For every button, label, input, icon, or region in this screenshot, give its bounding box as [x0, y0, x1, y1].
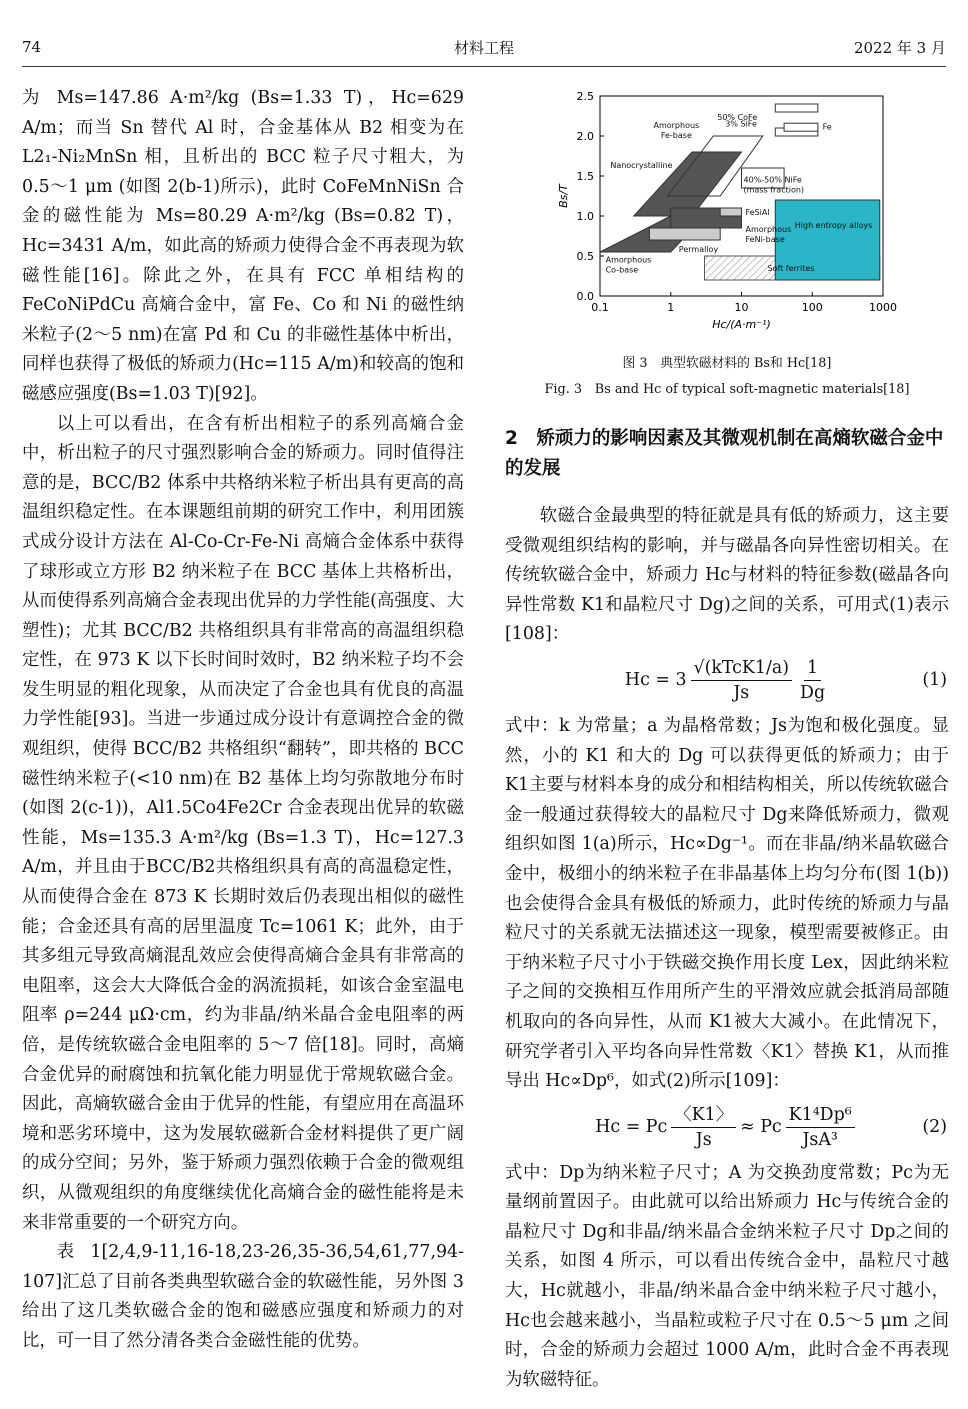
label-fesial: FeSiAl — [745, 208, 770, 217]
label-amco-2: Co-base — [605, 265, 639, 275]
label-nife-2: (mass fraction) — [743, 185, 805, 195]
y-tick-label: 2.0 — [576, 130, 594, 143]
issue-date: 2022 年 3 月 — [853, 38, 946, 57]
label-hea: High entropy alloys — [794, 221, 873, 230]
left-paragraph-3: 表 1[2,4,9-11,16-18,23-26,35-36,54,61,77,94-107]汇总了目前各类典型软磁合金的软磁性能，另外图 3 给出了这几类软磁合金的饱和磁感应强度和矫顽力的对比，可一目了然分清各类合金磁性能的优势。 — [22, 1242, 464, 1351]
region-permalloy — [649, 228, 720, 240]
eq2-den2: JsA³ — [802, 1130, 838, 1151]
x-tick-label: 1000 — [869, 301, 897, 314]
equation-1 — [505, 650, 949, 712]
page-header — [22, 36, 946, 58]
label-amfeni-2: FeNi-base — [745, 235, 785, 244]
eq1-tag: (1) — [922, 670, 947, 691]
label-ferrites: Soft ferrites — [767, 264, 815, 273]
page-number: 74 — [22, 38, 42, 56]
y-tick-label: 0.0 — [576, 290, 594, 303]
eq2-frac2 — [786, 1103, 855, 1152]
eq2-num: 〈K1〉 — [671, 1103, 736, 1128]
journal-name: 材料工程 — [453, 38, 514, 57]
right-paragraph-2: 式中：k 为常量；a 为晶格常数；Js为饱和极化强度。显然，小的 K1 和大的 Dg 可以获得更低的矫顽力；由于 K1主要与材料本身的成分和相结构相关，所以传统软磁合金一般通过获得较大的晶粒尺寸 Dg来降低矫顽力，微观组织如图 1(a)所示，Hc∝Dg⁻¹。而在非晶/纳米晶软磁合金中，极细小的纳米粒子在非晶基体上均匀分布(图 1(b))也会使得合金具有极低的矫顽力，此时传统的矫顽力与晶粒尺寸的关系就无法描述这一现象，模型需要被修正。由于纳米粒子尺寸小于铁磁交换作用长度 Lex，因此纳米粒子之间的交换相互作用所产生的平滑效应就会抵消局部随机取向的各向异性，从而 K1被大大减小。在此情况下，研究学者引入平均各向异性常数〈K1〉替换 K1，从而推导出 Hc∝Dp⁶，如式(2)所示[109]： — [505, 715, 949, 1092]
left-paragraph-1: 为 Ms=147.86 A·m²/kg (Bs=1.33 T)，Hc=629 A/m；而当 Sn 替代 Al 时，合金基体从 B2 相变为在 L2₁-Ni₂MnSn 相，且析出的 BCC 粒子尺寸粗大，为 0.5～1 μm (如图 2(b-1)所示)，此时 CoFeMnNiSn 合金的磁性能为 Ms=80.29 A·m²/kg (Bs=0.82 T)，Hc=3431 A/m，如此高的矫顽力使得合金不再表现为软磁性能[16]。除此之外，在具有 FCC 单相结构的 FeCoNiPdCu 高熵合金中，富 Fe、Co 和 Ni 的磁性纳米粒子(2～5 nm)在富 Pd 和 Cu 的非磁性基体中析出，同样也获得了极低的矫顽力(Hc=115 A/m)和较高的饱和磁感应强度(Bs=1.03 T)[92]。 — [22, 88, 464, 404]
y-axis-label: Bs/T — [557, 184, 570, 208]
region-fesial — [720, 208, 741, 216]
x-axis-label: Hc/(A·m⁻¹) — [712, 318, 771, 331]
x-tick-label: 0.1 — [591, 301, 609, 314]
eq1-frac1 — [691, 656, 792, 705]
header-rule — [22, 66, 946, 67]
right-paragraph-1: 软磁合金最典型的特征就是具有低的矫顽力，这主要受微观组织结构的影响，并与磁晶各向异性密切相关。在传统软磁合金中，矫顽力 Hc与材料的特征参数(磁晶各向异性常数 K1和晶粒尺寸 Dg)之间的关系，可用式(1)表示[108]： — [505, 506, 949, 645]
y-tick-label: 0.5 — [576, 250, 594, 263]
eq1-num2: 1 — [804, 656, 821, 681]
figure-caption-cn: 图 3 典型软磁材料的 Bs和 Hc[18] — [622, 356, 832, 371]
eq2-num2: K1⁴Dp⁶ — [786, 1103, 855, 1128]
y-tick-label: 2.5 — [576, 90, 594, 103]
label-amfe-1: Amorphous — [653, 121, 700, 130]
eq1-den2: Dg — [800, 683, 826, 704]
section-heading: 2 矫顽力的影响因素及其微观机制在高熵软磁合金中的发展 — [505, 428, 944, 479]
label-nano: Nanocrystalline — [610, 161, 673, 170]
region-cofe — [775, 104, 818, 112]
eq2-lhs: Hc = Pc — [595, 1116, 668, 1137]
y-tick-label: 1.5 — [576, 170, 594, 183]
right-paragraph-3: 式中：Dp为纳米粒子尺寸；A 为交换劲度常数；Pc为无量纲前置因子。由此就可以给出矫顽力 Hc与传统合金的晶粒尺寸 Dg和非晶/纳米晶合金纳米粒子尺寸 Dp之间的关系，如图 4 所示，可以看出传统合金中，晶粒尺寸越大，Hc就越小，非晶/纳米晶合金中纳米粒子尺寸越小，Hc也会越来越小，当晶粒或粒子尺寸在 0.5～5 μm 之间时，合金的矫顽力会超过 1000 A/m，此时合金不再表现为软磁特征。 — [505, 1162, 949, 1390]
eq2-tag: (2) — [922, 1116, 947, 1137]
label-nife-1: 40%-50% NiFe — [743, 175, 802, 185]
region-fe — [784, 123, 818, 131]
eq1-den: Js — [733, 683, 750, 704]
y-tick-label: 1.0 — [576, 210, 594, 223]
eq2-den: Js — [695, 1130, 712, 1151]
x-tick-label: 100 — [801, 301, 823, 314]
bs-hc-chart — [505, 84, 949, 344]
left-paragraph-2: 以上可以看出，在含有析出相粒子的系列高熵合金中，析出粒子的尺寸强烈影响合金的矫顽力。同时值得注意的是，BCC/B2 体系中共格纳米粒子析出具有更高的高温组织稳定性。在本课题组前期的研究工作中，利用团簇式成分设计方法在 Al-Co-Cr-Fe-Ni 高熵合金体系中获得了球形或立方形 B2 纳米粒子在 BCC 基体上共格析出，从而使得系列高熵合金表现出优异的力学性能(高强度、大塑性)；尤其 BCC/B2 共格组织具有非常高的高温组织稳定性，在 973 K 以下长时间时效时，B2 纳米粒子均不会发生明显的粗化现象，从而决定了合金也具有优良的高温力学性能[93]。当进一步通过成分设计有意调控合金的微观组织，使得 BCC/B2 共格组织“翻转”，即共格的 BCC 磁性纳米粒子(<10 nm)在 B2 基体上均匀弥散地分布时(如图 2(c-1))，Al1.5Co4Fe2Cr 合金表现出优异的软磁性能，Ms=135.3 A·m²/kg (Bs=1.3 T)，Hc=127.3 A/m，并且由于BCC/B2共格组织具有高的高温稳定性，从而使得合金在 873 K 长期时效后仍表现出相似的磁性能；合金还具有高的居里温度 Tc=1061 K；此外，由于其多组元导致高熵混乱效应会使得高熵合金具有非常高的电阻率，这会大大降低合金的涡流损耗，如该合金室温电阻率 ρ=244 μΩ·cm，约为非晶/纳米晶合金电阻率的两倍，是传统软磁合金电阻率的 5～7 倍[18]。同时，高熵合金优异的耐腐蚀和抗氧化能力明显优于常规软磁合金。因此，高熵软磁合金由于优异的性能，有望应用在高温环境和恶劣环境中，这为发展软磁新合金材料提供了更广阔的成分空间；另外，鉴于矫顽力强烈依赖于合金的微观组织，从微观组织的角度继续优化高熵合金的磁性能将是未来非常重要的一个研究方向。 — [22, 413, 464, 1233]
label-sife: 3% SiFe — [725, 119, 757, 129]
x-tick-label: 10 — [734, 301, 749, 314]
label-permalloy: Permalloy — [678, 245, 719, 254]
eq1-num: √(kTcK1/a) — [691, 656, 792, 681]
eq1-frac2 — [800, 656, 825, 705]
label-cofe: 50% CoFe — [717, 113, 758, 122]
label-fe: Fe — [822, 122, 832, 132]
label-amco-1: Amorphous — [605, 255, 652, 265]
eq1-lhs: Hc = 3 — [624, 670, 687, 691]
equation-2 — [505, 1097, 949, 1159]
x-tick-label: 1 — [667, 301, 675, 314]
label-amfe-2: Fe-base — [660, 131, 692, 140]
label-amfeni-1: Amorphous — [745, 225, 792, 234]
eq2-frac1 — [671, 1103, 736, 1152]
figure-caption-en: Fig. 3 Bs and Hc of typical soft-magnetic materials[18] — [544, 382, 910, 397]
right-column — [505, 502, 949, 1395]
eq2-mid: ≈ Pc — [740, 1116, 782, 1137]
left-column — [22, 84, 464, 1357]
